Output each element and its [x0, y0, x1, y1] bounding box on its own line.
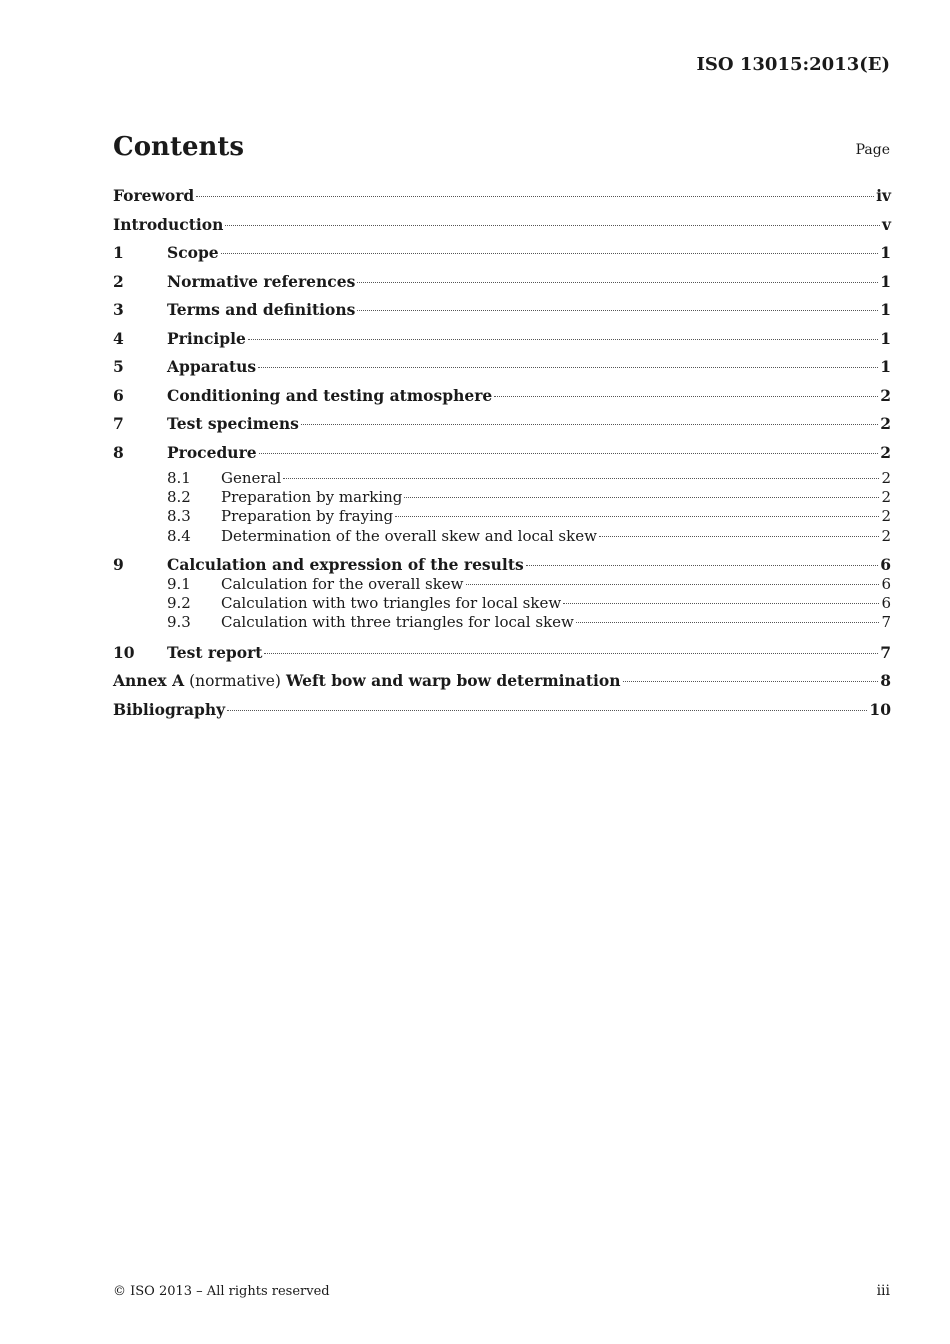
toc-entry-introduction[interactable]	[113, 213, 891, 242]
dot-leader	[576, 622, 880, 623]
toc-entry-number: 4	[113, 328, 124, 348]
toc-entry-title: Terms and definitions	[167, 300, 356, 319]
dot-leader	[264, 653, 878, 654]
annex-qualifier: (normative)	[189, 672, 281, 691]
toc-entry-page: 2	[880, 442, 891, 462]
toc-entry-normative-references[interactable]	[113, 270, 891, 299]
dot-leader	[221, 253, 879, 254]
toc-entry-page: 7	[881, 612, 891, 631]
page-column-label: Page	[855, 142, 890, 158]
dot-leader	[357, 310, 878, 311]
toc-entry-number: 9.1	[167, 574, 191, 593]
toc-entry-apparatus[interactable]	[113, 355, 891, 384]
toc-entry-title: Calculation and expression of the results	[167, 554, 524, 574]
toc-entry-procedure[interactable]	[113, 441, 891, 470]
toc-entry-number: 8.2	[167, 488, 191, 507]
toc-entry-title: Calculation for the overall skew	[221, 574, 464, 593]
toc-entry-title: Apparatus	[167, 357, 257, 376]
contents-heading: Contents	[113, 132, 245, 162]
toc-entry-title: Preparation by marking	[221, 488, 403, 507]
toc-entry-number: 6	[113, 385, 124, 405]
toc-entry-page: 2	[881, 526, 891, 545]
toc-entry-title: Bibliography	[113, 699, 226, 719]
toc-entry-page: 2	[881, 488, 891, 507]
toc-entry-title: Foreword	[113, 186, 195, 205]
toc-entry-title: General	[221, 469, 282, 487]
toc-entry-number: 8.3	[167, 507, 191, 526]
toc-entry-scope[interactable]	[113, 241, 891, 270]
dot-leader	[395, 516, 879, 517]
dot-leader	[283, 478, 879, 479]
dot-leader	[248, 339, 878, 340]
dot-leader	[227, 710, 867, 711]
toc-entry-page: 2	[881, 469, 891, 487]
toc-subentry-three-triangles[interactable]	[113, 613, 891, 641]
toc-entry-title: Conditioning and testing atmosphere	[167, 385, 493, 405]
toc-entry-number: 8.1	[167, 469, 191, 487]
toc-entry-title: Test report	[167, 642, 263, 662]
dot-leader	[599, 536, 880, 537]
toc-entry-page: 1	[880, 271, 891, 291]
toc-entry-page: iv	[876, 186, 891, 205]
toc-subentry-fraying[interactable]	[113, 507, 891, 526]
toc-subentry-general[interactable]	[113, 469, 891, 488]
toc-subentry-marking[interactable]	[113, 488, 891, 507]
toc-subentry-determination[interactable]	[113, 527, 891, 555]
toc-entry-principle[interactable]	[113, 327, 891, 356]
toc-entry-title: Calculation with two triangles for local skew	[221, 593, 562, 612]
toc-entry-test-specimens[interactable]	[113, 412, 891, 441]
footer-copyright: © ISO 2013 – All rights reserved	[113, 1284, 330, 1299]
toc-entry-annex-a[interactable]	[113, 669, 891, 698]
dot-leader	[563, 603, 879, 604]
dot-leader	[357, 282, 878, 283]
standard-code: ISO 13015:2013(E)	[696, 54, 890, 75]
toc-entry-number: 8.4	[167, 526, 191, 545]
dot-leader	[259, 453, 879, 454]
toc-entry-title: Preparation by fraying	[221, 507, 394, 526]
toc-entry-foreword[interactable]	[113, 184, 891, 213]
dot-leader	[466, 584, 880, 585]
dot-leader	[225, 225, 880, 226]
dot-leader	[494, 396, 878, 397]
toc-entry-title: Scope	[167, 243, 219, 262]
toc-entry-page: 10	[869, 699, 891, 719]
toc-entry-number: 7	[113, 414, 124, 433]
toc-entry-number: 2	[113, 271, 124, 291]
toc-subentry-two-triangles[interactable]	[113, 594, 891, 613]
toc-entry-page: 2	[881, 507, 891, 526]
toc-entry-page: 6	[881, 574, 891, 593]
toc-entry-page: 7	[880, 642, 891, 662]
toc-entry-title: Test specimens	[167, 414, 299, 433]
toc-entry-page: 1	[880, 300, 891, 319]
dot-leader	[404, 497, 879, 498]
dot-leader	[623, 681, 879, 682]
toc-entry-number: 1	[113, 243, 124, 262]
toc-entry-number: 9.2	[167, 593, 191, 612]
dot-leader	[258, 367, 878, 368]
toc-entry-title: Calculation with three triangles for local skew	[221, 612, 574, 631]
toc-entry-page: 2	[880, 385, 891, 405]
toc-entry-number: 8	[113, 442, 124, 462]
toc-entry-title: Introduction	[113, 214, 224, 234]
annex-title: Weft bow and warp bow determination	[285, 671, 621, 691]
toc-entry-test-report[interactable]	[113, 641, 891, 670]
toc-subentry-overall-skew[interactable]	[113, 575, 891, 594]
toc-entry-page: 1	[880, 328, 891, 348]
toc-entry-title: Determination of the overall skew and local skew	[221, 526, 597, 545]
toc-entry-number: 9.3	[167, 612, 191, 631]
toc-entry-number: 10	[113, 642, 135, 662]
toc-entry-page: 1	[880, 243, 891, 262]
toc-entry-page: 1	[880, 357, 891, 376]
toc-entry-title: Normative references	[167, 271, 356, 291]
toc-entry-title: Procedure	[167, 442, 257, 462]
toc-entry-page: v	[881, 214, 891, 234]
toc-entry-page: 6	[880, 554, 891, 574]
toc-entry-page: 6	[881, 593, 891, 612]
toc-entry-number: 9	[113, 554, 124, 574]
dot-leader	[196, 196, 874, 197]
toc-entry-bibliography[interactable]	[113, 698, 891, 727]
toc-entry-calculation[interactable]	[113, 555, 891, 575]
annex-label: Annex A	[113, 671, 185, 691]
table-of-contents	[113, 184, 891, 726]
toc-entry-number: 3	[113, 300, 124, 319]
toc-entry-number: 5	[113, 357, 124, 376]
dot-leader	[526, 565, 878, 566]
toc-entry-page: 8	[880, 671, 891, 691]
toc-entry-conditioning[interactable]	[113, 384, 891, 413]
toc-entry-title: Principle	[167, 328, 246, 348]
footer-page-number: iii	[876, 1283, 890, 1299]
toc-entry-page: 2	[880, 414, 891, 433]
toc-entry-terms-and-definitions[interactable]	[113, 298, 891, 327]
dot-leader	[301, 424, 878, 425]
